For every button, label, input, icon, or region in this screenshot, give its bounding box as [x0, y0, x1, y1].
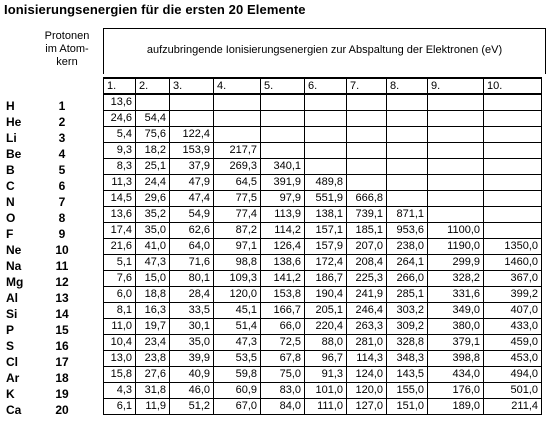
table-cell: 331,6: [428, 286, 484, 302]
table-cell: 67,8: [261, 350, 305, 366]
table-cell: [347, 142, 387, 158]
table-cell: 51,2: [170, 398, 214, 414]
table-cell: 398,8: [428, 350, 484, 366]
element-symbol: Ar: [6, 371, 20, 385]
table-cell: 111,0: [305, 398, 347, 414]
table-cell: [305, 110, 347, 126]
table-cell: [261, 94, 305, 110]
table-cell: 340,1: [261, 158, 305, 174]
table-cell: 172,4: [305, 254, 347, 270]
table-cell: 739,1: [347, 206, 387, 222]
table-cell: 17,4: [104, 222, 136, 238]
table-cell: [484, 222, 542, 238]
table-cell: 328,8: [387, 334, 428, 350]
table-cell: 9,3: [104, 142, 136, 158]
column-number-row: [104, 78, 542, 94]
table-cell: 241,9: [347, 286, 387, 302]
table-cell: 97,9: [261, 190, 305, 206]
table-cell: 11,0: [104, 318, 136, 334]
table-cell: 871,1: [387, 206, 428, 222]
column-header: 8.: [387, 78, 428, 94]
table-cell: 40,9: [170, 366, 214, 382]
table-cell: [484, 206, 542, 222]
table-cell: [428, 142, 484, 158]
table-cell: [484, 110, 542, 126]
table-cell: 207,0: [347, 238, 387, 254]
table-cell: 1460,0: [484, 254, 542, 270]
table-cell: 10,4: [104, 334, 136, 350]
proton-count: 4: [58, 147, 66, 161]
table-row: [104, 190, 542, 206]
table-cell: 37,9: [170, 158, 214, 174]
table-cell: 84,0: [261, 398, 305, 414]
proton-count: 2: [58, 115, 66, 129]
table-cell: 138,6: [261, 254, 305, 270]
table-cell: 453,0: [484, 350, 542, 366]
table-cell: 33,5: [170, 302, 214, 318]
table-cell: 60,9: [214, 382, 261, 398]
table-cell: 185,1: [347, 222, 387, 238]
table-cell: 379,1: [428, 334, 484, 350]
table-cell: 434,0: [428, 366, 484, 382]
table-cell: 51,4: [214, 318, 261, 334]
table-cell: 67,0: [214, 398, 261, 414]
column-header: 7.: [347, 78, 387, 94]
element-symbol: Mg: [6, 275, 24, 289]
table-cell: 83,0: [261, 382, 305, 398]
table-cell: 299,9: [428, 254, 484, 270]
protonen-column-header: [32, 30, 102, 69]
proton-count: 14: [55, 307, 69, 321]
table-cell: 1100,0: [428, 222, 484, 238]
table-cell: 98,8: [214, 254, 261, 270]
table-cell: 8,1: [104, 302, 136, 318]
table-cell: 35,0: [170, 334, 214, 350]
table-cell: [387, 174, 428, 190]
table-cell: 211,4: [484, 398, 542, 414]
table-cell: [347, 158, 387, 174]
table-cell: 35,2: [136, 206, 170, 222]
table-cell: 101,0: [305, 382, 347, 398]
table-cell: [387, 126, 428, 142]
table-cell: 18,8: [136, 286, 170, 302]
table-cell: 309,2: [387, 318, 428, 334]
table-cell: [484, 190, 542, 206]
column-header: 10.: [484, 78, 542, 94]
table-cell: 13,0: [104, 350, 136, 366]
protonen-header-line: Protonen: [44, 30, 90, 42]
proton-count: 15: [55, 323, 69, 337]
ionization-energy-table: [103, 77, 542, 415]
element-symbol: F: [6, 227, 14, 241]
table-cell: [347, 94, 387, 110]
table-cell: 151,0: [387, 398, 428, 414]
table-cell: 97,1: [214, 238, 261, 254]
proton-count: 17: [55, 355, 69, 369]
proton-count: 12: [55, 275, 69, 289]
table-cell: 47,3: [136, 254, 170, 270]
table-cell: 5,4: [104, 126, 136, 142]
table-cell: 266,0: [387, 270, 428, 286]
table-cell: 59,8: [214, 366, 261, 382]
table-cell: 13,6: [104, 206, 136, 222]
table-cell: 64,0: [170, 238, 214, 254]
table-cell: 153,9: [170, 142, 214, 158]
table-cell: 153,8: [261, 286, 305, 302]
table-cell: 367,0: [484, 270, 542, 286]
table-cell: 11,9: [136, 398, 170, 414]
proton-count: 19: [55, 387, 69, 401]
table-cell: 77,5: [214, 190, 261, 206]
table-cell: 54,9: [170, 206, 214, 222]
table-cell: [347, 126, 387, 142]
proton-count: 20: [55, 403, 69, 417]
table-cell: 35,0: [136, 222, 170, 238]
column-header: 6.: [305, 78, 347, 94]
table-cell: 77,4: [214, 206, 261, 222]
energy-header-box: [103, 28, 546, 74]
table-cell: 54,4: [136, 110, 170, 126]
proton-count: 16: [55, 339, 69, 353]
table-cell: [170, 94, 214, 110]
element-symbol: S: [6, 339, 15, 353]
table-cell: 157,1: [305, 222, 347, 238]
table-row: [104, 238, 542, 254]
table-row: [104, 366, 542, 382]
proton-count: 3: [58, 131, 66, 145]
table-cell: [261, 142, 305, 158]
table-cell: [484, 158, 542, 174]
table-cell: 433,0: [484, 318, 542, 334]
table-cell: [484, 94, 542, 110]
column-header: 5.: [261, 78, 305, 94]
table-cell: 157,9: [305, 238, 347, 254]
table-cell: 23,8: [136, 350, 170, 366]
table-cell: [484, 126, 542, 142]
table-cell: 30,1: [170, 318, 214, 334]
table-cell: 407,0: [484, 302, 542, 318]
table-cell: 21,6: [104, 238, 136, 254]
proton-count: 9: [58, 227, 66, 241]
table-cell: 494,0: [484, 366, 542, 382]
table-row: [104, 94, 542, 110]
table-cell: 1190,0: [428, 238, 484, 254]
element-symbol: Si: [6, 307, 18, 321]
table-cell: 4,3: [104, 382, 136, 398]
table-row: [104, 110, 542, 126]
table-cell: 138,1: [305, 206, 347, 222]
table-row: [104, 254, 542, 270]
table-cell: 24,6: [104, 110, 136, 126]
element-symbol: He: [6, 115, 22, 129]
table-cell: 303,2: [387, 302, 428, 318]
table-cell: [428, 126, 484, 142]
table-cell: 66,0: [261, 318, 305, 334]
table-cell: 459,0: [484, 334, 542, 350]
table-row: [104, 174, 542, 190]
table-cell: 166,7: [261, 302, 305, 318]
table-cell: [387, 190, 428, 206]
table-cell: 113,9: [261, 206, 305, 222]
table-cell: 114,3: [347, 350, 387, 366]
table-cell: 349,0: [428, 302, 484, 318]
table-cell: 19,7: [136, 318, 170, 334]
table-cell: [305, 94, 347, 110]
proton-count: 10: [55, 243, 69, 257]
table-cell: 53,5: [214, 350, 261, 366]
table-cell: [387, 142, 428, 158]
table-cell: 114,2: [261, 222, 305, 238]
proton-count: 11: [55, 259, 69, 273]
table-cell: [261, 110, 305, 126]
element-symbol: P: [6, 323, 15, 337]
element-symbol: Ne: [6, 243, 22, 257]
table-cell: 176,0: [428, 382, 484, 398]
table-cell: [428, 94, 484, 110]
table-cell: [484, 142, 542, 158]
table-cell: 62,6: [170, 222, 214, 238]
table-row: [104, 126, 542, 142]
table-cell: 126,4: [261, 238, 305, 254]
table-row: [104, 350, 542, 366]
table-cell: 15,0: [136, 270, 170, 286]
table-cell: 205,1: [305, 302, 347, 318]
table-row: [104, 398, 542, 414]
element-symbol: K: [6, 387, 15, 401]
table-cell: 120,0: [347, 382, 387, 398]
table-cell: 5,1: [104, 254, 136, 270]
table-cell: 208,4: [347, 254, 387, 270]
proton-count: 7: [58, 195, 66, 209]
column-header: 4.: [214, 78, 261, 94]
element-symbol: Ca: [6, 403, 22, 417]
table-cell: 15,8: [104, 366, 136, 382]
table-cell: [484, 174, 542, 190]
table-row: [104, 158, 542, 174]
table-cell: 11,3: [104, 174, 136, 190]
table-cell: 348,3: [387, 350, 428, 366]
table-cell: 1350,0: [484, 238, 542, 254]
table-cell: 501,0: [484, 382, 542, 398]
table-cell: 31,8: [136, 382, 170, 398]
table-cell: 109,3: [214, 270, 261, 286]
protonen-header-line: kern: [56, 56, 78, 68]
table-cell: [428, 206, 484, 222]
table-cell: 141,2: [261, 270, 305, 286]
table-cell: 124,0: [347, 366, 387, 382]
column-header: 1.: [104, 78, 136, 94]
page-title: Ionisierungsenergien für die ersten 20 Elemente: [4, 2, 306, 17]
element-symbol: Al: [6, 291, 18, 305]
table-cell: [305, 126, 347, 142]
element-symbol: Be: [6, 147, 22, 161]
table-cell: 666,8: [347, 190, 387, 206]
table-cell: 269,3: [214, 158, 261, 174]
table-row: [104, 334, 542, 350]
table-cell: [261, 126, 305, 142]
element-symbol: H: [6, 99, 15, 113]
table-cell: 391,9: [261, 174, 305, 190]
table-cell: 96,7: [305, 350, 347, 366]
table-cell: 7,6: [104, 270, 136, 286]
energy-header-text: aufzubringende Ionisierungsenergien zur Abspaltung der Elektronen (eV): [146, 44, 503, 56]
table-cell: 143,5: [387, 366, 428, 382]
table-cell: 281,0: [347, 334, 387, 350]
table-cell: 47,9: [170, 174, 214, 190]
table-cell: 263,3: [347, 318, 387, 334]
table-cell: 18,2: [136, 142, 170, 158]
element-symbol: B: [6, 163, 15, 177]
element-symbol: C: [6, 179, 15, 193]
table-cell: 189,0: [428, 398, 484, 414]
table-row: [104, 142, 542, 158]
table-cell: 27,6: [136, 366, 170, 382]
table-cell: 25,1: [136, 158, 170, 174]
table-cell: [214, 110, 261, 126]
table-cell: 75,0: [261, 366, 305, 382]
table-cell: [305, 142, 347, 158]
element-symbol: Na: [6, 259, 22, 273]
proton-count: 6: [58, 179, 66, 193]
table-cell: 120,0: [214, 286, 261, 302]
column-header: 9.: [428, 78, 484, 94]
table-cell: 380,0: [428, 318, 484, 334]
table-cell: [214, 126, 261, 142]
table-cell: [428, 158, 484, 174]
table-cell: 39,9: [170, 350, 214, 366]
table-cell: 14,5: [104, 190, 136, 206]
table-cell: 220,4: [305, 318, 347, 334]
table-cell: [428, 190, 484, 206]
table-cell: [136, 94, 170, 110]
table-row: [104, 270, 542, 286]
element-symbol: N: [6, 195, 15, 209]
table-cell: 23,4: [136, 334, 170, 350]
table-cell: 45,1: [214, 302, 261, 318]
proton-count: 1: [58, 99, 66, 113]
column-header: 2.: [136, 78, 170, 94]
table-cell: [347, 174, 387, 190]
table-cell: 47,4: [170, 190, 214, 206]
table-cell: 28,4: [170, 286, 214, 302]
table-row: [104, 206, 542, 222]
protonen-header-line: im Atom-: [45, 43, 89, 55]
table-row: [104, 302, 542, 318]
table-cell: 953,6: [387, 222, 428, 238]
table-cell: 88,0: [305, 334, 347, 350]
table-cell: [305, 158, 347, 174]
table-cell: 186,7: [305, 270, 347, 286]
table-cell: 8,3: [104, 158, 136, 174]
table-cell: 47,3: [214, 334, 261, 350]
element-symbol: O: [6, 211, 16, 225]
table-cell: 155,0: [387, 382, 428, 398]
table-cell: [214, 94, 261, 110]
table-cell: 238,0: [387, 238, 428, 254]
table-cell: 246,4: [347, 302, 387, 318]
table-cell: 328,2: [428, 270, 484, 286]
table-cell: 46,0: [170, 382, 214, 398]
table-cell: 13,6: [104, 94, 136, 110]
table-cell: 399,2: [484, 286, 542, 302]
table-cell: 217,7: [214, 142, 261, 158]
table-cell: 6,0: [104, 286, 136, 302]
table-cell: [428, 174, 484, 190]
table-cell: [170, 110, 214, 126]
table-cell: 551,9: [305, 190, 347, 206]
table-cell: [387, 110, 428, 126]
table-row: [104, 222, 542, 238]
table-cell: 285,1: [387, 286, 428, 302]
proton-count: 18: [55, 371, 69, 385]
table-cell: [387, 94, 428, 110]
table-cell: 80,1: [170, 270, 214, 286]
table-cell: 127,0: [347, 398, 387, 414]
table-cell: 489,8: [305, 174, 347, 190]
table-cell: 41,0: [136, 238, 170, 254]
table-cell: 225,3: [347, 270, 387, 286]
table-row: [104, 286, 542, 302]
table-cell: [387, 158, 428, 174]
table-cell: 29,6: [136, 190, 170, 206]
element-symbol: Cl: [6, 355, 18, 369]
table-row: [104, 382, 542, 398]
table-cell: 24,4: [136, 174, 170, 190]
proton-count: 5: [58, 163, 66, 177]
table-cell: 75,6: [136, 126, 170, 142]
proton-count: 8: [58, 211, 66, 225]
table-cell: 87,2: [214, 222, 261, 238]
table-cell: 122,4: [170, 126, 214, 142]
table-row: [104, 318, 542, 334]
table-cell: 72,5: [261, 334, 305, 350]
table-cell: 6,1: [104, 398, 136, 414]
table-cell: 71,6: [170, 254, 214, 270]
column-header: 3.: [170, 78, 214, 94]
element-symbol: Li: [6, 131, 17, 145]
table-cell: 64,5: [214, 174, 261, 190]
table-cell: 91,3: [305, 366, 347, 382]
table-cell: 190,4: [305, 286, 347, 302]
table-cell: [428, 110, 484, 126]
proton-count: 13: [55, 291, 69, 305]
table-cell: [347, 110, 387, 126]
table-cell: 16,3: [136, 302, 170, 318]
table-cell: 264,1: [387, 254, 428, 270]
